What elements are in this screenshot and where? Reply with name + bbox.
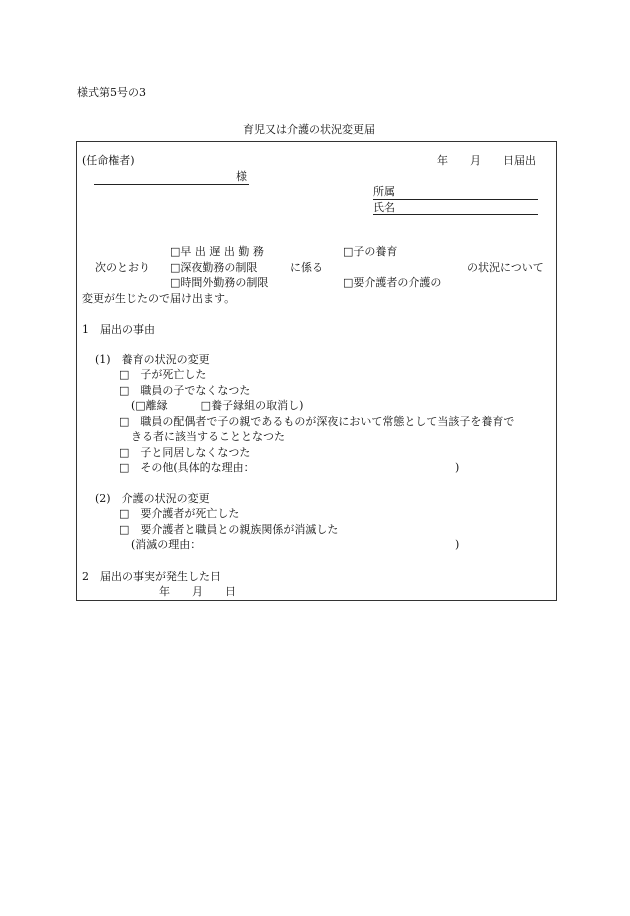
sub1-item-not-child: □ 職員の子でなくなつた bbox=[119, 384, 251, 397]
addressee-line bbox=[94, 184, 249, 185]
sama-label: 様 bbox=[236, 170, 247, 183]
form-title: 育児又は介護の状況変更届 bbox=[243, 123, 375, 136]
intro-suffix: の状況について bbox=[467, 261, 544, 274]
sub1-item-spouse: □ 職員の配偶者で子の親であるものが深夜において常態として当該子を養育で bbox=[119, 415, 515, 428]
sub1-heading: (1) 養育の状況の変更 bbox=[95, 353, 210, 366]
name-line bbox=[373, 214, 538, 215]
affiliation-label: 所属 bbox=[373, 185, 395, 198]
sub2-item-reason: (消滅の理由： bbox=[131, 538, 202, 551]
sub1-item-not-cohabiting: □ 子と同居しなくなつた bbox=[119, 446, 251, 459]
sub2-item-reason-close: ) bbox=[455, 538, 460, 551]
work-option-overtime: □時間外勤務の制限 bbox=[170, 276, 269, 289]
intro-connector: に係る bbox=[290, 261, 323, 274]
sub1-item-child-died: □ 子が死亡した bbox=[119, 368, 207, 381]
work-option-early-late: □早 出 遅 出 勤 務 bbox=[170, 245, 264, 258]
form-number: 様式第5号の3 bbox=[77, 86, 146, 99]
sub2-item-relation-ended: □ 要介護者と職員との親族関係が消滅した bbox=[119, 523, 339, 536]
sub1-item-spouse-cont: きる者に該当することとなつた bbox=[131, 430, 285, 443]
sub1-item-other-close: ) bbox=[455, 461, 460, 474]
filing-date: 年 月 日届出 bbox=[437, 154, 536, 167]
section2-date: 年 月 日 bbox=[159, 585, 236, 598]
sub1-item-other: □ その他(具体的な理由： bbox=[119, 461, 255, 474]
sub2-item-died: □ 要介護者が死亡した bbox=[119, 507, 240, 520]
intro-prefix: 次のとおり bbox=[95, 261, 150, 274]
section2-heading: 2 届出の事実が発生した日 bbox=[82, 570, 221, 583]
care-option-elderly: □要介護者の介護の bbox=[343, 276, 442, 289]
sub1-item-adoption: (□離縁 □養子縁組の取消し) bbox=[131, 399, 304, 412]
appointer-label: (任命権者) bbox=[82, 154, 135, 167]
affiliation-line bbox=[373, 199, 538, 200]
sub2-heading: (2) 介護の状況の変更 bbox=[95, 492, 210, 505]
name-label: 氏名 bbox=[373, 201, 395, 214]
care-option-child: □子の養育 bbox=[343, 245, 398, 258]
intro-line2: 変更が生じたので届け出ます。 bbox=[82, 292, 236, 305]
work-option-night: □深夜勤務の制限 bbox=[170, 261, 258, 274]
section1-heading: 1 届出の事由 bbox=[82, 323, 155, 336]
